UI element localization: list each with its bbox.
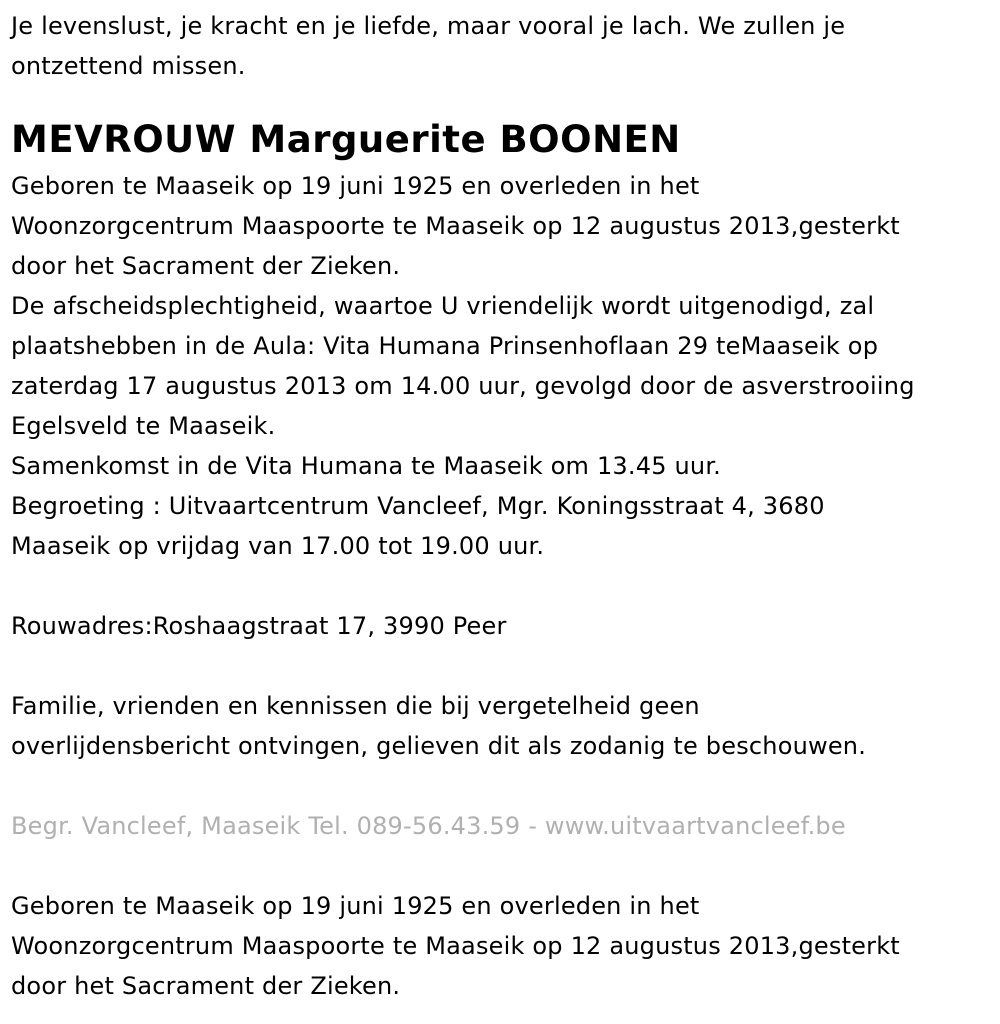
deceased-name-heading: MEVROUW Marguerite BOONEN [11,118,681,161]
main-announcement [11,166,1000,566]
announcement-line: Egelsveld te Maaseik. [11,412,276,440]
family-notice [11,686,1000,766]
announcement-line: Geboren te Maaseik op 19 juni 1925 en overleden in het [11,892,700,920]
announcement-line: Woonzorgcentrum Maaspoorte te Maaseik op 12 augustus 2013,gesterkt [11,212,900,240]
notice-line: overlijdensbericht ontvingen, gelieven dit als zodanig te beschouwen. [11,732,867,760]
announcement-line: Samenkomst in de Vita Humana te Maaseik om 13.45 uur. [11,452,722,480]
spacer [11,646,1000,686]
notice-line: Familie, vrienden en kennissen die bij vergetelheid geen [11,692,700,720]
intro-line: Je levenslust, je kracht en je liefde, maar vooral je lach. We zullen je [11,12,846,40]
spacer [11,766,1000,806]
announcement-line: Geboren te Maaseik op 19 juni 1925 en overleden in het [11,172,700,200]
announcement-line: Begroeting : Uitvaartcentrum Vancleef, Mgr. Koningsstraat 4, 3680 [11,492,825,520]
spacer [11,86,1000,114]
announcement-line: zaterdag 17 augustus 2013 om 14.00 uur, gevolgd door de asverstrooiing [11,372,915,400]
repeated-announcement [11,886,1000,1006]
spacer [11,846,1000,886]
announcement-line: Woonzorgcentrum Maaspoorte te Maaseik op 12 augustus 2013,gesterkt [11,932,900,960]
spacer [11,566,1000,606]
announcement-line: De afscheidsplechtigheid, waartoe U vriendelijk wordt uitgenodigd, zal [11,292,875,320]
intro-text [11,6,1000,86]
intro-line: ontzettend missen. [11,52,246,80]
announcement-line: plaatshebben in de Aula: Vita Humana Prinsenhoflaan 29 teMaaseik op [11,332,879,360]
announcement-line: Maaseik op vrijdag van 17.00 tot 19.00 uur. [11,532,545,560]
funeral-home-contact: Begr. Vancleef, Maaseik Tel. 089-56.43.59 - www.uitvaartvancleef.be [11,812,846,840]
announcement-line: door het Sacrament der Zieken. [11,252,401,280]
mourning-address: Rouwadres:Roshaagstraat 17, 3990 Peer [11,612,507,640]
announcement-line: door het Sacrament der Zieken. [11,972,401,1000]
